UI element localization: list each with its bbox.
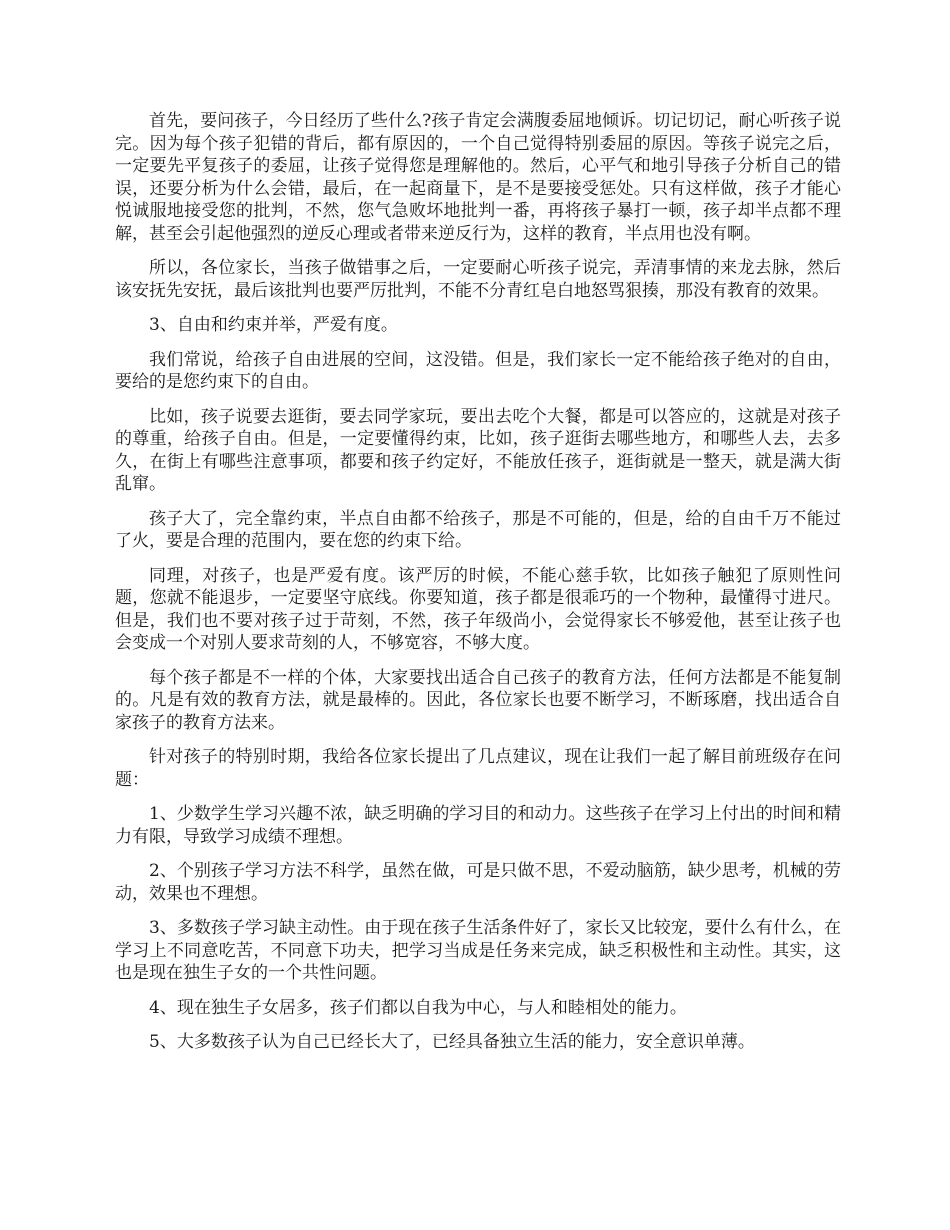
- list-item-problem-5: 5、大多数孩子认为自己已经长大了，已经具备独立生活的能力，安全意识单薄。: [149, 1032, 755, 1052]
- paragraph-reasonable-freedom: 孩子大了，完全靠约束，半点自由都不给孩子，那是不可能的，但是，给的自由千万不能过了火，要是合理的范围内，要在您的约束下给。: [115, 508, 841, 551]
- paragraph-ask-child: 首先，要问孩子，今日经历了些什么?孩子肯定会满腹委屈地倾诉。切记切记，耐心听孩子说完。因为每个孩子犯错的背后，都有原因的，一个自己觉得特别委屈的原因。等孩子说完之后，一定要先平复孩子的委屈，让孩子觉得您是理解他的。然后，心平气和地引导孩子分析自己的错误，还要分析为什么会错，最后，在一起商量下，是不是要接受惩处。只有这样做，孩子才能心悦诚服地接受您的批判，不然，您气急败坏地批判一番，再将孩子暴打一顿，孩子却半点都不理解，甚至会引起他强烈的逆反心理或者带来逆反行为，这样的教育，半点用也没有啊。: [115, 111, 841, 244]
- paragraph-listen-patiently: 所以，各位家长，当孩子做错事之后，一定要耐心听孩子说完，弄清事情的来龙去脉，然后该安抚先安抚，最后该批判也要严厉批判，不能不分青红皂白地怒骂狠揍，那没有教育的效果。: [115, 258, 841, 301]
- list-item-problem-1: 1、少数学生学习兴趣不浓，缺乏明确的学习目的和动力。这些孩子在学习上付出的时间和精力有限，导致学习成绩不理想。: [115, 804, 841, 847]
- paragraph-shopping-example: 比如，孩子说要去逛街，要去同学家玩，要出去吃个大餐，都是可以答应的，这就是对孩子的尊重，给孩子自由。但是，一定要懂得约束，比如，孩子逛街去哪些地方，和哪些人去，去多久，在街上有哪些注意事项，都要和孩子约定好，不能放任孩子，逛街就是一整天，就是满大街乱窜。: [115, 406, 841, 494]
- paragraph-individual-methods: 每个孩子都是不一样的个体，大家要找出适合自己孩子的教育方法，任何方法都是不能复制的。凡是有效的教育方法，就是最棒的。因此，各位家长也要不断学习，不断琢磨，找出适合自家孩子的教育方法来。: [115, 667, 841, 733]
- paragraph-class-problems-intro: 针对孩子的特别时期，我给各位家长提出了几点建议，现在让我们一起了解目前班级存在问题：: [115, 747, 841, 790]
- section-heading-freedom-and-constraint: 3、自由和约束并举，严爱有度。: [149, 315, 398, 335]
- paragraph-strict-love: 同理，对孩子，也是严爱有度。该严厉的时候，不能心慈手软，比如孩子触犯了原则性问题，您就不能退步，一定要坚守底线。你要知道，孩子都是很乖巧的一个物种，最懂得寸进尺。但是，我们也不要对孩子过于苛刻，不然，孩子年级尚小，会觉得家长不够爱他，甚至让孩子也会变成一个对别人要求苛刻的人，不够宽容，不够大度。: [115, 565, 841, 653]
- list-item-problem-3: 3、多数孩子学习缺主动性。由于现在孩子生活条件好了，家长又比较宠，要什么有什么，在学习上不同意吃苦，不同意下功夫，把学习当成是任务来完成，缺乏积极性和主动性。其实，这也是现在独生子女的一个共性问题。: [115, 918, 841, 983]
- list-item-problem-4: 4、现在独生子女居多，孩子们都以自我为中心，与人和睦相处的能力。: [149, 997, 687, 1018]
- paragraph-freedom-under-constraint: 我们常说，给孩子自由进展的空间，这没错。但是，我们家长一定不能给孩子绝对的自由，要给的是您约束下的自由。: [115, 349, 841, 392]
- document-body: [115, 110, 841, 1066]
- list-item-problem-2: 2、个别孩子学习方法不科学，虽然在做，可是只做不思，不爱动脑筋，缺少思考，机械的劳动，效果也不理想。: [115, 861, 841, 904]
